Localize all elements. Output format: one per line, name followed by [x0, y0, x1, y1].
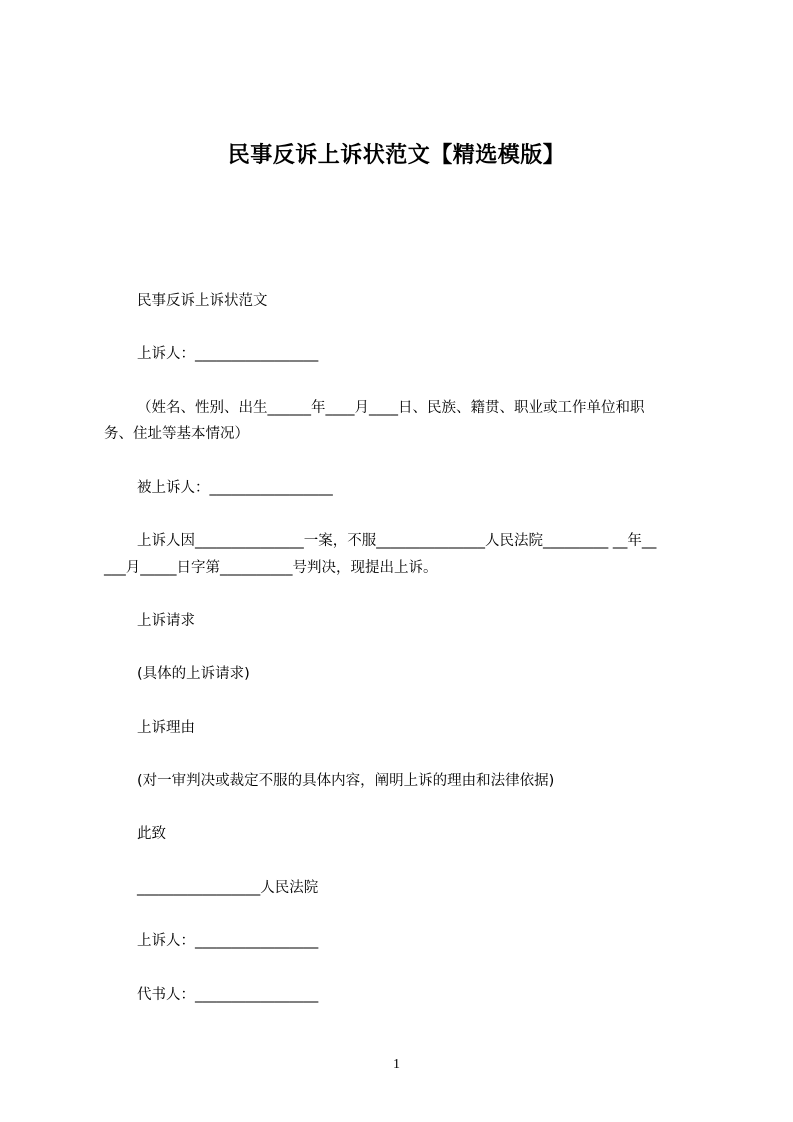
appellee-line: 被上诉人：_________________: [137, 480, 333, 496]
reason-heading: 上诉理由: [137, 720, 195, 736]
page-number: 1: [393, 1057, 400, 1072]
reason-placeholder: (对一审判决或裁定不服的具体内容，阐明上诉的理由和法律依据): [137, 773, 555, 789]
salutation: 此致: [137, 826, 166, 842]
signature-appellant: 上诉人：_________________: [137, 933, 319, 949]
request-placeholder: (具体的上诉请求): [137, 666, 250, 682]
appellant-info-line-1: （姓名、性别、出生______年____月____日、民族、籍贯、职业或工作单位和职: [137, 400, 645, 416]
request-heading: 上诉请求: [137, 613, 195, 629]
appellant-line: 上诉人：_________________: [137, 346, 319, 362]
signature-agent: 代书人：_________________: [137, 987, 319, 1003]
case-line-1: 上诉人因_______________一案，不服_______________人民法院_________ __年__: [137, 533, 657, 549]
appellant-info-line-2: 务、住址等基本情况）: [104, 426, 249, 442]
court-line: _________________人民法院: [137, 880, 319, 896]
case-line-2: ___月_____日字第__________号判决，现提出上诉。: [104, 560, 438, 576]
document-title: 民事反诉上诉状范文【精选模版】: [227, 143, 566, 168]
doc-heading: 民事反诉上诉状范文: [137, 293, 268, 309]
